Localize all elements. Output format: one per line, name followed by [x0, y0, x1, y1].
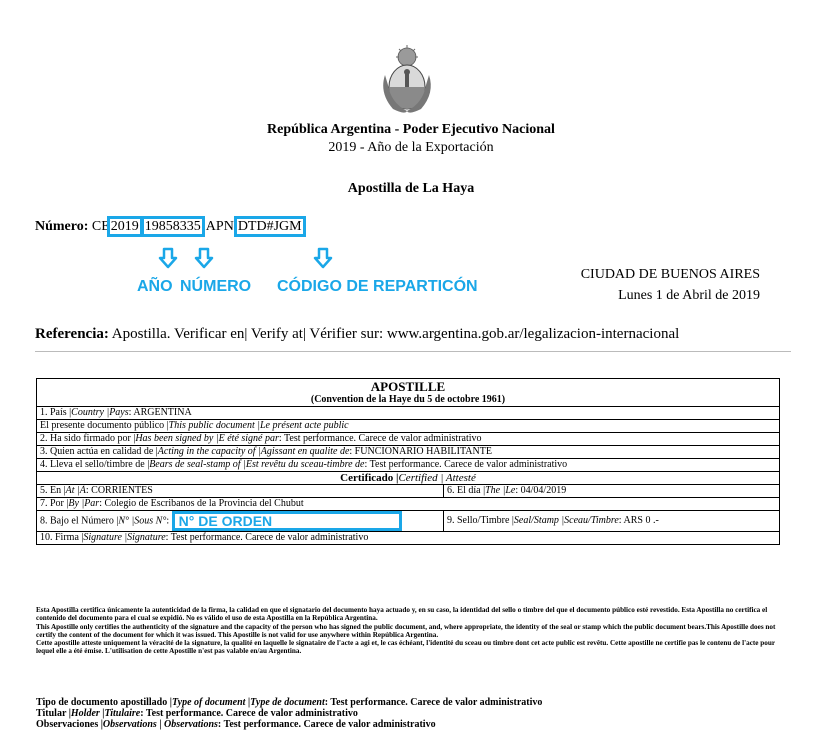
- year-motto: 2019 - Año de la Exportación: [328, 140, 494, 155]
- row-country: [37, 407, 780, 420]
- holder: [36, 708, 796, 719]
- coat-of-arms-icon: [379, 45, 435, 115]
- number-year-box: 2019: [110, 219, 139, 234]
- fine-print: [36, 606, 792, 656]
- fine-print-es: Esta Apostilla certifica únicamente la autenticidad de la firma, la calidad en que el signatario del documento haya actuado y, en su caso, la identidad del sello o timbre del que el documento público esté revestido. Esta Apostilla no certifica el contenido del documento para el cual se expidió. No es válido el uso de esta Apostilla en la República Argentina.: [36, 606, 768, 623]
- apostille-subtitle: (Convention de la Haye du 5 de octobre 1961): [310, 394, 506, 405]
- annotation-orden-box: N° DE ORDEN: [172, 511, 402, 531]
- row-value: : CORRIENTES: [85, 485, 153, 496]
- row-translation: Signature |Signature: [83, 532, 166, 543]
- row-stamp: [444, 511, 780, 532]
- row-translation: Has been signed by |E été signé par: [135, 433, 279, 444]
- annotation-codigo: CÓDIGO DE REPARTICÓN: [277, 278, 478, 295]
- row-label: 9. Sello/Timbre |: [447, 515, 514, 526]
- apostille-table: [36, 378, 780, 545]
- row-value: : Colegio de Escribanos de la Provincia del Chubut: [99, 498, 304, 509]
- row-signature: [37, 532, 780, 545]
- number-label: Número:: [35, 219, 89, 234]
- row-by: [37, 498, 780, 511]
- row-translation: By |Par: [68, 498, 100, 509]
- footer-label: Titular |: [36, 708, 71, 719]
- row-public-document: [37, 420, 780, 433]
- footer-value: : Test performance. Carece de valor administrativo: [217, 719, 436, 730]
- row-certified: [37, 472, 780, 485]
- row-label: 1. País |: [40, 407, 72, 418]
- row-label: 5. En |: [40, 485, 66, 496]
- row-translation: Le présent acte public: [260, 420, 349, 431]
- row-label: 6. El día |: [447, 485, 486, 496]
- government-heading: República Argentina - Poder Ejecutivo Nacional: [267, 122, 555, 137]
- argentina-coat-of-arms: [379, 45, 435, 115]
- row-value: : Test performance. Carece de valor administrativo: [278, 433, 482, 444]
- row-label: 10. Firma |: [40, 532, 84, 543]
- row-value: : FUNCIONARIO HABILITANTE: [349, 446, 492, 457]
- row-label: 4. Lleva el sello/timbre de |: [40, 459, 150, 470]
- row-label: 3. Quien actúa en calidad de |: [40, 446, 158, 457]
- certified-label: Certificado |: [340, 472, 399, 484]
- number-apn: APN: [205, 219, 234, 234]
- document-number: [35, 219, 303, 235]
- row-translation: Bears de seal-stamp of |Est revêtu du sceau-timbre de: [149, 459, 365, 470]
- row-label: 8. Bajo el Número |: [40, 515, 119, 527]
- row-translation: Seal/Stamp |Sceau/Timbre: [513, 515, 619, 526]
- row-label: El presente documento público |: [40, 420, 169, 431]
- row-value: : ARS 0 .-: [618, 515, 659, 526]
- row-value: : Test performance. Carece de valor administrativo: [165, 532, 369, 543]
- divider: [35, 351, 791, 352]
- row-place: [37, 485, 444, 498]
- annotation-numero: NÚMERO: [180, 278, 252, 295]
- reference-text: Apostilla. Verificar en| Verify at| Vérifier sur: www.argentina.gob.ar/legalizacion-internacional: [111, 326, 680, 342]
- document-type: [36, 697, 796, 708]
- row-value: : 04/04/2019: [515, 485, 567, 496]
- row-signed-by: [37, 433, 780, 446]
- certified-translation: Certified | Attesté: [398, 472, 476, 484]
- footer-label: Observaciones |: [36, 719, 103, 730]
- city: CIUDAD DE BUENOS AIRES: [580, 267, 760, 282]
- date: Lunes 1 de Abril de 2019: [618, 288, 760, 303]
- footer-translation: Type of document |Type de document: [171, 697, 325, 708]
- row-date: [444, 485, 780, 498]
- place-date: [581, 264, 760, 306]
- fine-print-en: This Apostille only certifies the authenticity of the signature and the capacity of the person who has signed the public document, and, where appropriate, the identity of the seal or stamp which the public document bears.This Apostille does not certify the content of the document for which it was issued. This Apostille is not valid for use anywhere within República Argentina.: [36, 622, 776, 639]
- fine-print-fr: Cette apostille atteste uniquement la véracité de la signature, la qualité en laquelle le signataire de l'acte a agi et, le cas échéant, l'identité du sceau ou timbre dont cet acte public est revêtu. Cette apostille ne certifie pas le contenu de l'acte pour lequel elle a été émise. L'utilisation de cette Apostille n'est pas valable en/au Argentina.: [36, 639, 775, 656]
- row-translation: N° |Sous N°: [118, 515, 167, 527]
- row-label: 7. Por |: [40, 498, 69, 509]
- row-value: :: [166, 515, 170, 527]
- footer-label: Tipo de documento apostillado |: [36, 697, 172, 708]
- row-label: 2. Ha sido firmado por |: [40, 433, 136, 444]
- row-translation: The |Le: [485, 485, 516, 496]
- row-translation: This public document |: [168, 420, 260, 431]
- footer-translation: Holder |Titulaire: [70, 708, 141, 719]
- footer-value: : Test performance. Carece de valor administrativo: [140, 708, 358, 719]
- row-seal: [37, 459, 780, 472]
- apostille-title: APOSTILLE: [370, 379, 446, 394]
- row-translation: Acting in the capacity of |Agissant en qualite de: [157, 446, 350, 457]
- row-value: : Test performance. Carece de valor administrativo: [364, 459, 568, 470]
- reference-line: [35, 326, 679, 343]
- row-value: : ARGENTINA: [128, 407, 192, 418]
- row-translation: Country |Pays: [71, 407, 129, 418]
- arrow-down-icon: [194, 247, 214, 269]
- observations: [36, 719, 796, 730]
- arrow-down-icon: [313, 247, 333, 269]
- apostille-header: [37, 379, 780, 407]
- number-sequence-box: 19858335: [144, 219, 201, 234]
- row-number: [37, 511, 444, 532]
- row-translation: At |À: [65, 485, 86, 496]
- annotation-anio: AÑO: [137, 278, 173, 295]
- footer-value: : Test performance. Carece de valor administrativo: [324, 697, 543, 708]
- reference-label: Referencia:: [35, 326, 109, 342]
- document-title: Apostilla de La Haya: [347, 181, 475, 196]
- arrow-down-icon: [158, 247, 178, 269]
- number-code-box: DTD#JGM: [237, 219, 302, 234]
- footer-translation: Observations | Observations: [102, 719, 218, 730]
- row-capacity: [37, 446, 780, 459]
- number-prefix: CE: [91, 219, 110, 234]
- footer-details: [36, 697, 796, 730]
